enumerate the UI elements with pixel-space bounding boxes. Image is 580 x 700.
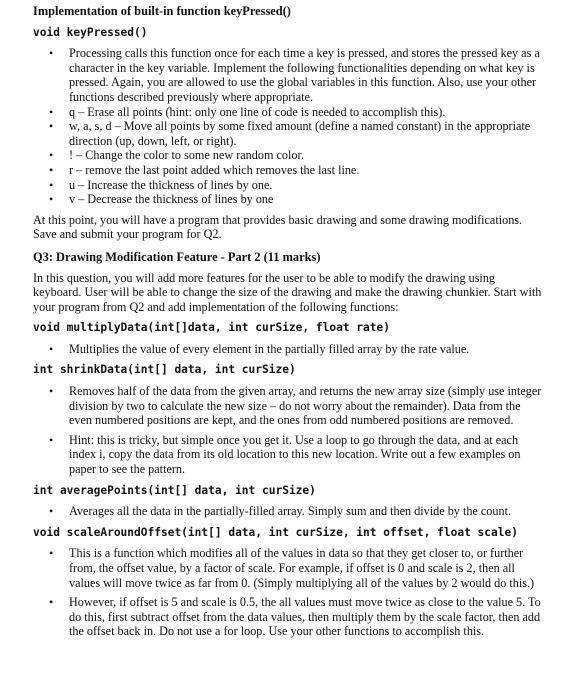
list-item-text: ! – Change the color to some new random color. [69, 148, 304, 163]
q3-intro-paragraph: In this question, you will add more features for the user to be able to modify the drawing using keyboard. User will be able to change the size of the drawing and make the drawing chunkier. Start with your program from Q2 and add implementation of the following functions: [33, 270, 542, 314]
bullet-icon: • [49, 46, 54, 61]
bullet-icon: • [49, 104, 54, 119]
list-item [33, 119, 544, 148]
keypressed-signature: void keyPressed() [33, 25, 148, 39]
bullet-icon: • [49, 504, 54, 519]
bullet-icon: • [49, 546, 54, 561]
list-item [33, 433, 544, 477]
shrink-signature: int shrinkData(int[] data, int curSize) [33, 363, 296, 377]
shrink-bullet-list [33, 384, 544, 477]
list-item [33, 504, 544, 519]
q3-heading: Q3: Drawing Modification Feature - Part 2 (11 marks) [33, 249, 321, 264]
list-item [33, 148, 544, 163]
bullet-icon: • [49, 341, 54, 356]
list-item-text: v – Decrease the thickness of lines by one [69, 192, 274, 207]
list-item-text: However, if offset is 5 and scale is 0.5, the all values must move twice as close to the value 5. To do this, first subtract offset from the data values, then multiply them by the scale factor, then add the offset back in. Do not use a for loop. Use your other functions to accomplish this. [69, 595, 541, 639]
list-item [33, 342, 544, 357]
list-item-text: Multiplies the value of every element in the partially filled array by the rate value. [69, 341, 470, 356]
list-item [33, 384, 544, 428]
bullet-icon: • [49, 432, 54, 447]
bullet-icon: • [49, 148, 54, 163]
list-item [33, 178, 544, 193]
bullet-icon: • [49, 192, 54, 207]
multiply-signature: void multiplyData(int[]data, int curSize, float rate) [33, 321, 390, 335]
list-item-text: w, a, s, d – Move all points by some fixed amount (define a named constant) in the appropriate direction (up, down, left, or right). [69, 119, 531, 148]
list-item [33, 595, 544, 639]
list-item-text: q – Erase all points (hint: only one line of code is needed to accomplish this). [69, 104, 446, 119]
section-title: Implementation of built-in function keyPressed() [33, 4, 291, 18]
bullet-icon: • [49, 595, 54, 610]
list-item [33, 46, 544, 104]
list-item-text: Hint: this is tricky, but simple once you get it. Use a loop to go through the data, and at each index i, copy the data from its old location to this new location. Write out a few examples on paper to see the pattern. [69, 432, 521, 477]
bullet-icon: • [49, 177, 54, 192]
keypressed-bullet-list [33, 46, 544, 207]
list-item-text: r – remove the last point added which removes the last line. [69, 162, 360, 177]
scale-bullet-list [33, 546, 544, 639]
list-item-text: This is a function which modifies all of the values in data so that they get closer to, or further from, the offset value, by a factor of scale. For example, if offset is 0 and scale is 2, then all values will move twice as far from 0. (Simply multiplying all of the values by 2 would do this.) [69, 546, 535, 590]
list-item [33, 163, 544, 178]
list-item-text: Processing calls this function once for each time a key is pressed, and stores the pressed key as a character in the key variable. Implement the following functionalities depending on what key is pressed. Again, you are allowed to use the global variables in this function. Also, use your other functions described previously where appropriate. [69, 46, 540, 104]
list-item [33, 546, 544, 590]
list-item-text: Averages all the data in the partially-filled array. Simply sum and then divide by the count. [69, 504, 512, 519]
bullet-icon: • [49, 119, 54, 134]
list-item [33, 192, 544, 207]
average-bullet-list [33, 504, 544, 519]
bullet-icon: • [49, 162, 54, 177]
summary-paragraph: At this point, you will have a program that provides basic drawing and some drawing modifications. Save and submit your program for Q2. [33, 212, 523, 242]
list-item-text: u – Increase the thickness of lines by one. [69, 177, 273, 192]
average-signature: int averagePoints(int[] data, int curSize) [33, 483, 316, 497]
scale-signature: void scaleAroundOffset(int[] data, int curSize, int offset, float scale) [33, 525, 518, 539]
list-item-text: Removes half of the data from the given array, and returns the new array size (simply use integer division by two to calculate the new size – do not worry about the remainder). Data from the even numbered positions are kept, and the ones from odd numbered positions are removed. [69, 384, 542, 428]
bullet-icon: • [49, 384, 54, 399]
multiply-bullet-list [33, 342, 544, 357]
list-item [33, 105, 544, 120]
